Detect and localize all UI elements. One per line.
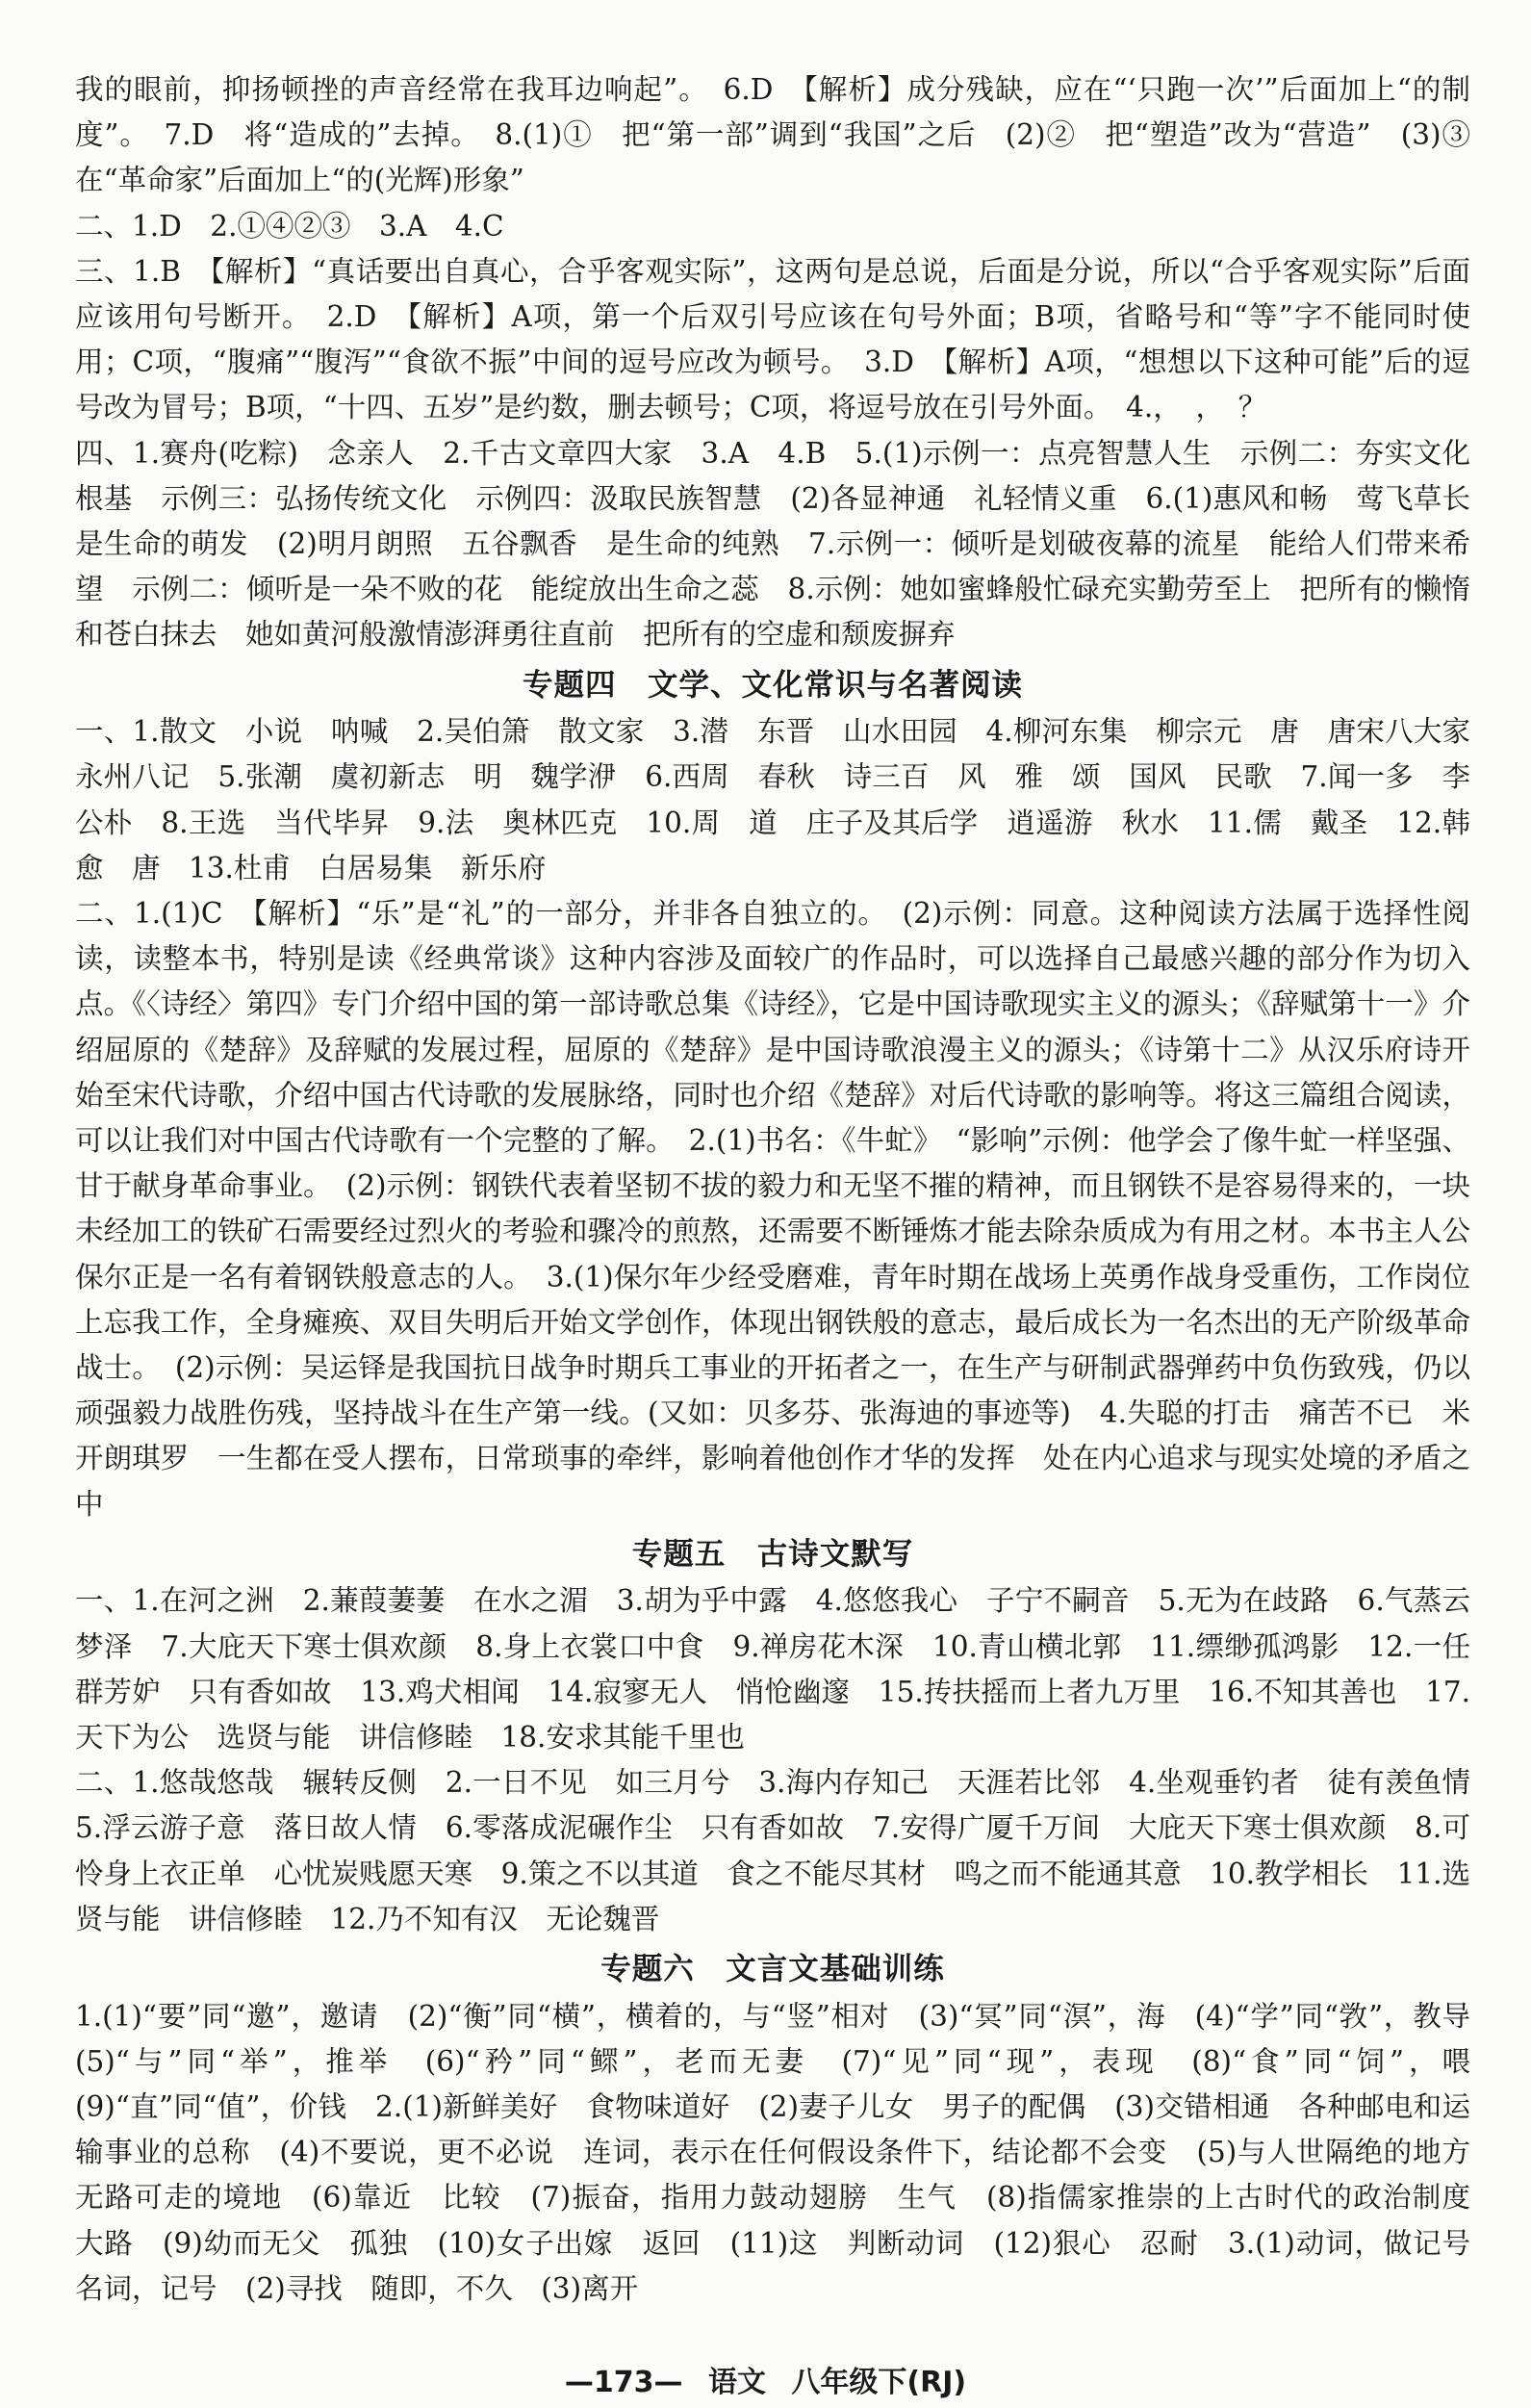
footer-subject: 语文 — [707, 2366, 766, 2399]
page-content — [75, 67, 1499, 2312]
answer-paragraph-2: 二、1.D 2.①④②③ 3.A 4.C — [75, 209, 504, 243]
answer-paragraph-4: 四、1.赛舟(吃粽) 念亲人 2.千古文章四大家 3.A 4.B 5.(1)示例一：点亮智慧人生 示例二：夯实文化根基 示例三：弘扬传统文化 示例四：汲取民族智慧 (2)各显神通 礼轻情义重 6.(1)惠风和畅 莺飞草长 是生命的萌发 (2)明月朗照 五谷飘香 是生命的纯熟 7.示例一：倾听是划破夜幕的流星 能给人们带来希望 示例二：倾听是一朵不败的花 能绽放出生命之蕊 8.示例：她如蜜蜂般忙碌充实勤劳至上 把所有的懒惰和苍白抹去 她如黄河般激情澎湃勇往直前 把所有的空虚和颓废摒弃 — [75, 436, 1499, 652]
answer-paragraph-1: 我的眼前，抑扬顿挫的声音经常在我耳边响起”。 6.D 【解析】成分残缺，应在“‘只跑一次’”后面加上“的制度”。 7.D 将“造成的”去掉。 8.(1)① 把“第一部”调到“我国”之后 (2)② 把“塑造”改为“营造” (3)③ 在“革命家”后面加上“的(光辉)形象” — [75, 73, 1499, 197]
section4-paragraph-1: 一、1.散文 小说 呐喊 2.吴伯箫 散文家 3.潜 东晋 山水田园 4.柳河东集 柳宗元 唐 唐宋八大家 永州八记 5.张潮 虞初新志 明 魏学洢 6.西周 春秋 诗三百 风 雅 颂 国风 民歌 7.闻一多 李公朴 8.王选 当代毕昇 9.法 奥林匹克 10.周 道 庄子及其后学 逍遥游 秋水 11.儒 戴圣 12.韩愈 唐 13.杜甫 白居易集 新乐府 — [75, 715, 1499, 884]
section5-paragraph-1: 一、1.在河之洲 2.蒹葭萋萋 在水之湄 3.胡为乎中露 4.悠悠我心 子宁不嗣音 5.无为在歧路 6.气蒸云梦泽 7.大庇天下寒士俱欢颜 8.身上衣裳口中食 9.禅房花木深 10.青山横北郭 11.缥缈孤鸿影 12.一任群芳妒 只有香如故 13.鸡犬相闻 14.寂寥无人 悄怆幽邃 15.抟扶摇而上者九万里 16.不知其善也 17.天下为公 选贤与能 讲信修睦 18.安求其能千里也 — [75, 1584, 1470, 1755]
section4-paragraph-2: 二、1.(1)C 【解析】“乐”是“礼”的一部分，并非各自独立的。 (2)示例：同意。这种阅读方法属于选择性阅读，读整本书，特别是读《经典常谈》这种内容涉及面较广的作品时，可以选择自己最感兴趣的部分作为切入点。《〈诗经〉第四》专门介绍中国的第一部诗歌总集《诗经》，它是中国诗歌现实主义的源头；《辞赋第十一》介绍屈原的《楚辞》及辞赋的发展过程，屈原的《楚辞》是中国诗歌浪漫主义的源头；《诗第十二》从汉乐府诗开始至宋代诗歌，介绍中国古代诗歌的发展脉络，同时也介绍《楚辞》对后代诗歌的影响等。将这三篇组合阅读，可以让我们对中国古代诗歌有一个完整的了解。 2.(1)书名：《牛虻》 “影响”示例：他学会了像牛虻一样坚强、甘于献身革命事业。 (2)示例：钢铁代表着坚韧不拔的毅力和无坚不摧的精神，而且钢铁不是容易得来的，一块未经加工的铁矿石需要经过烈火的考验和骤冷的煎熬，还需要不断锤炼才能去除杂质成为有用之材。本书主人公保尔正是一名有着钢铁般意志的人。 3.(1)保尔年少经受磨难，青年时期在战场上英勇作战身受重伤，工作岗位上忘我工作，全身瘫痪、双目失明后开始文学创作，体现出钢铁般的意志，最后成长为一名杰出的无产阶级革命战士。 (2)示例：吴运铎是我国抗日战争时期兵工事业的开拓者之一，在生产与研制武器弹药中负伤致残，仍以顽强毅力战胜伤残，坚持战斗在生产第一线。(又如：贝多芬、张海迪的事迹等) 4.失聪的打击 痛苦不已 米开朗琪罗 一生都在受人摆布，日常琐事的牵绊，影响着他创作才华的发挥 处在内心追求与现实处境的矛盾之中 — [75, 897, 1470, 1521]
section-heading-4: 专题四 文学、文化常识与名著阅读 — [522, 667, 1023, 703]
section6-paragraph-1: 1.(1)“要”同“邀”，邀请 (2)“衡”同“横”，横着的，与“竖”相对 (3)“冥”同“溟”，海 (4)“学”同“敩”，教导 (5)“与”同“举”，推举 (6)“矜”同“鳏”，老而无妻 (7)“见”同“现”，表现 (8)“食”同“饲”，喂 (9)“直”同“值”，价钱 2.(1)新鲜美好 食物味道好 (2)妻子儿女 男子的配偶 (3)交错相通 各种邮电和运输事业的总称 (4)不要说，更不必说 连词，表示在任何假设条件下，结论都不会变 (5)与人世隔绝的地方 无路可走的境地 (6)靠近 比较 (7)振奋，指用力鼓动翅膀 生气 (8)指儒家推崇的上古时代的政治制度 大路 (9)幼而无父 孤独 (10)女子出嫁 返回 (11)这 判断动词 (12)狠心 忍耐 3.(1)动词，做记号 名词，记号 (2)寻找 随即，不久 (3)离开 — [75, 1999, 1499, 2305]
section-heading-6: 专题六 文言文基础训练 — [600, 1952, 945, 1987]
page-footer — [0, 2358, 1531, 2400]
section-heading-5: 专题五 古诗文默写 — [631, 1536, 914, 1572]
page-number: —173— — [564, 2366, 683, 2399]
footer-grade: 八年级下(RJ) — [791, 2366, 967, 2399]
section5-paragraph-2: 二、1.悠哉悠哉 辗转反侧 2.一日不见 如三月兮 3.海内存知己 天涯若比邻 4.坐观垂钓者 徒有羡鱼情 5.浮云游子意 落日故人情 6.零落成泥碾作尘 只有香如故 7.安得广厦千万间 大庇天下寒士俱欢颜 8.可怜身上衣正单 心忧炭贱愿天寒 9.策之不以其道 食之不能尽其材 鸣之而不能通其意 10.教学相长 11.选贤与能 讲信修睦 12.乃不知有汉 无论魏晋 — [75, 1766, 1499, 1935]
answer-paragraph-3: 三、1.B 【解析】“真话要出自真心，合乎客观实际”，这两句是总说，后面是分说，所以“合乎客观实际”后面应该用句号断开。 2.D 【解析】A项，第一个后双引号应该在句号外面；B项，省略号和“等”字不能同时使用；C项，“腹痛”“腹泻”“食欲不振”中间的逗号应改为顿号。 3.D 【解析】A项，“想想以下这种可能”后的逗号改为冒号；B项，“十四、五岁”是约数，删去顿号；C项，将逗号放在引号外面。 4.， ， ？ — [75, 254, 1470, 424]
